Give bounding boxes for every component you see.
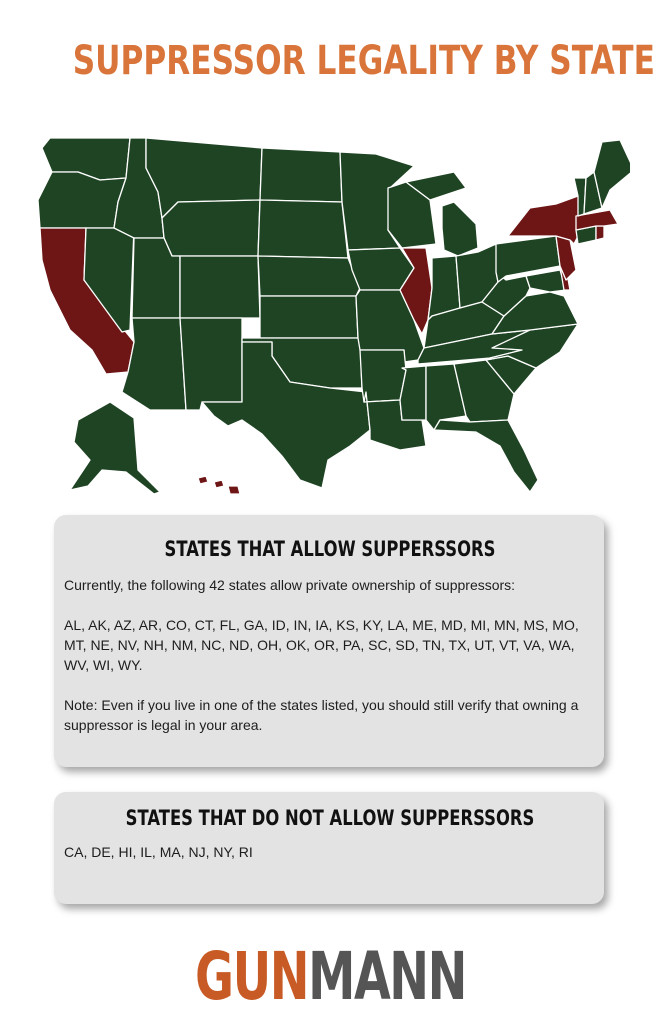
allowed-states-heading: STATES THAT ALLOW SUPPERSSORS (164, 537, 496, 561)
allowed-states-list: AL, AK, AZ, AR, CO, CT, FL, GA, ID, IN, IA, KS, KY, LA, ME, MD, MI, MN, MS, MO, MT, NE, NV, NH, NM, NC, ND, OH, OK, OR, PA, SC, SD, TN, TX, UT, VT, VA, WA, WV, WI, WY. (64, 617, 579, 673)
not-allowed-states-card (54, 792, 604, 904)
state-az (122, 318, 186, 410)
state-co (180, 256, 260, 318)
gunmann-logo (93, 938, 569, 1015)
state-hi (198, 476, 240, 494)
state-ar (360, 350, 406, 402)
allowed-states-note: Note: Even if you live in one of the states listed, you should still verify that owning a suppressor is legal in your area. (64, 697, 579, 733)
state-or (38, 172, 126, 228)
state-ne (258, 256, 360, 296)
state-md (526, 270, 566, 292)
us-map (30, 120, 630, 495)
state-nm (180, 318, 242, 410)
state-ny (508, 196, 582, 244)
state-ri (596, 226, 604, 240)
allowed-states-intro: Currently, the following 42 states allow private ownership of suppressors: (64, 577, 516, 593)
page-title: SUPPRESSOR LEGALITY BY STATE (72, 38, 655, 84)
state-ak (70, 402, 160, 494)
state-me (594, 140, 630, 208)
allowed-states-card (54, 515, 604, 767)
us-map-svg (30, 120, 630, 495)
state-ks (260, 296, 358, 338)
logo-mann: MANN (308, 938, 466, 1015)
state-nd (260, 148, 342, 202)
state-sd (258, 200, 348, 258)
state-fl (434, 420, 538, 492)
state-wy (162, 200, 260, 256)
not-allowed-states-list: CA, DE, HI, IL, MA, NJ, NY, RI (64, 844, 253, 860)
logo-gun: GUN (195, 938, 309, 1015)
not-allowed-states-heading: STATES THAT DO NOT ALLOW SUPPERSSORS (125, 806, 535, 830)
